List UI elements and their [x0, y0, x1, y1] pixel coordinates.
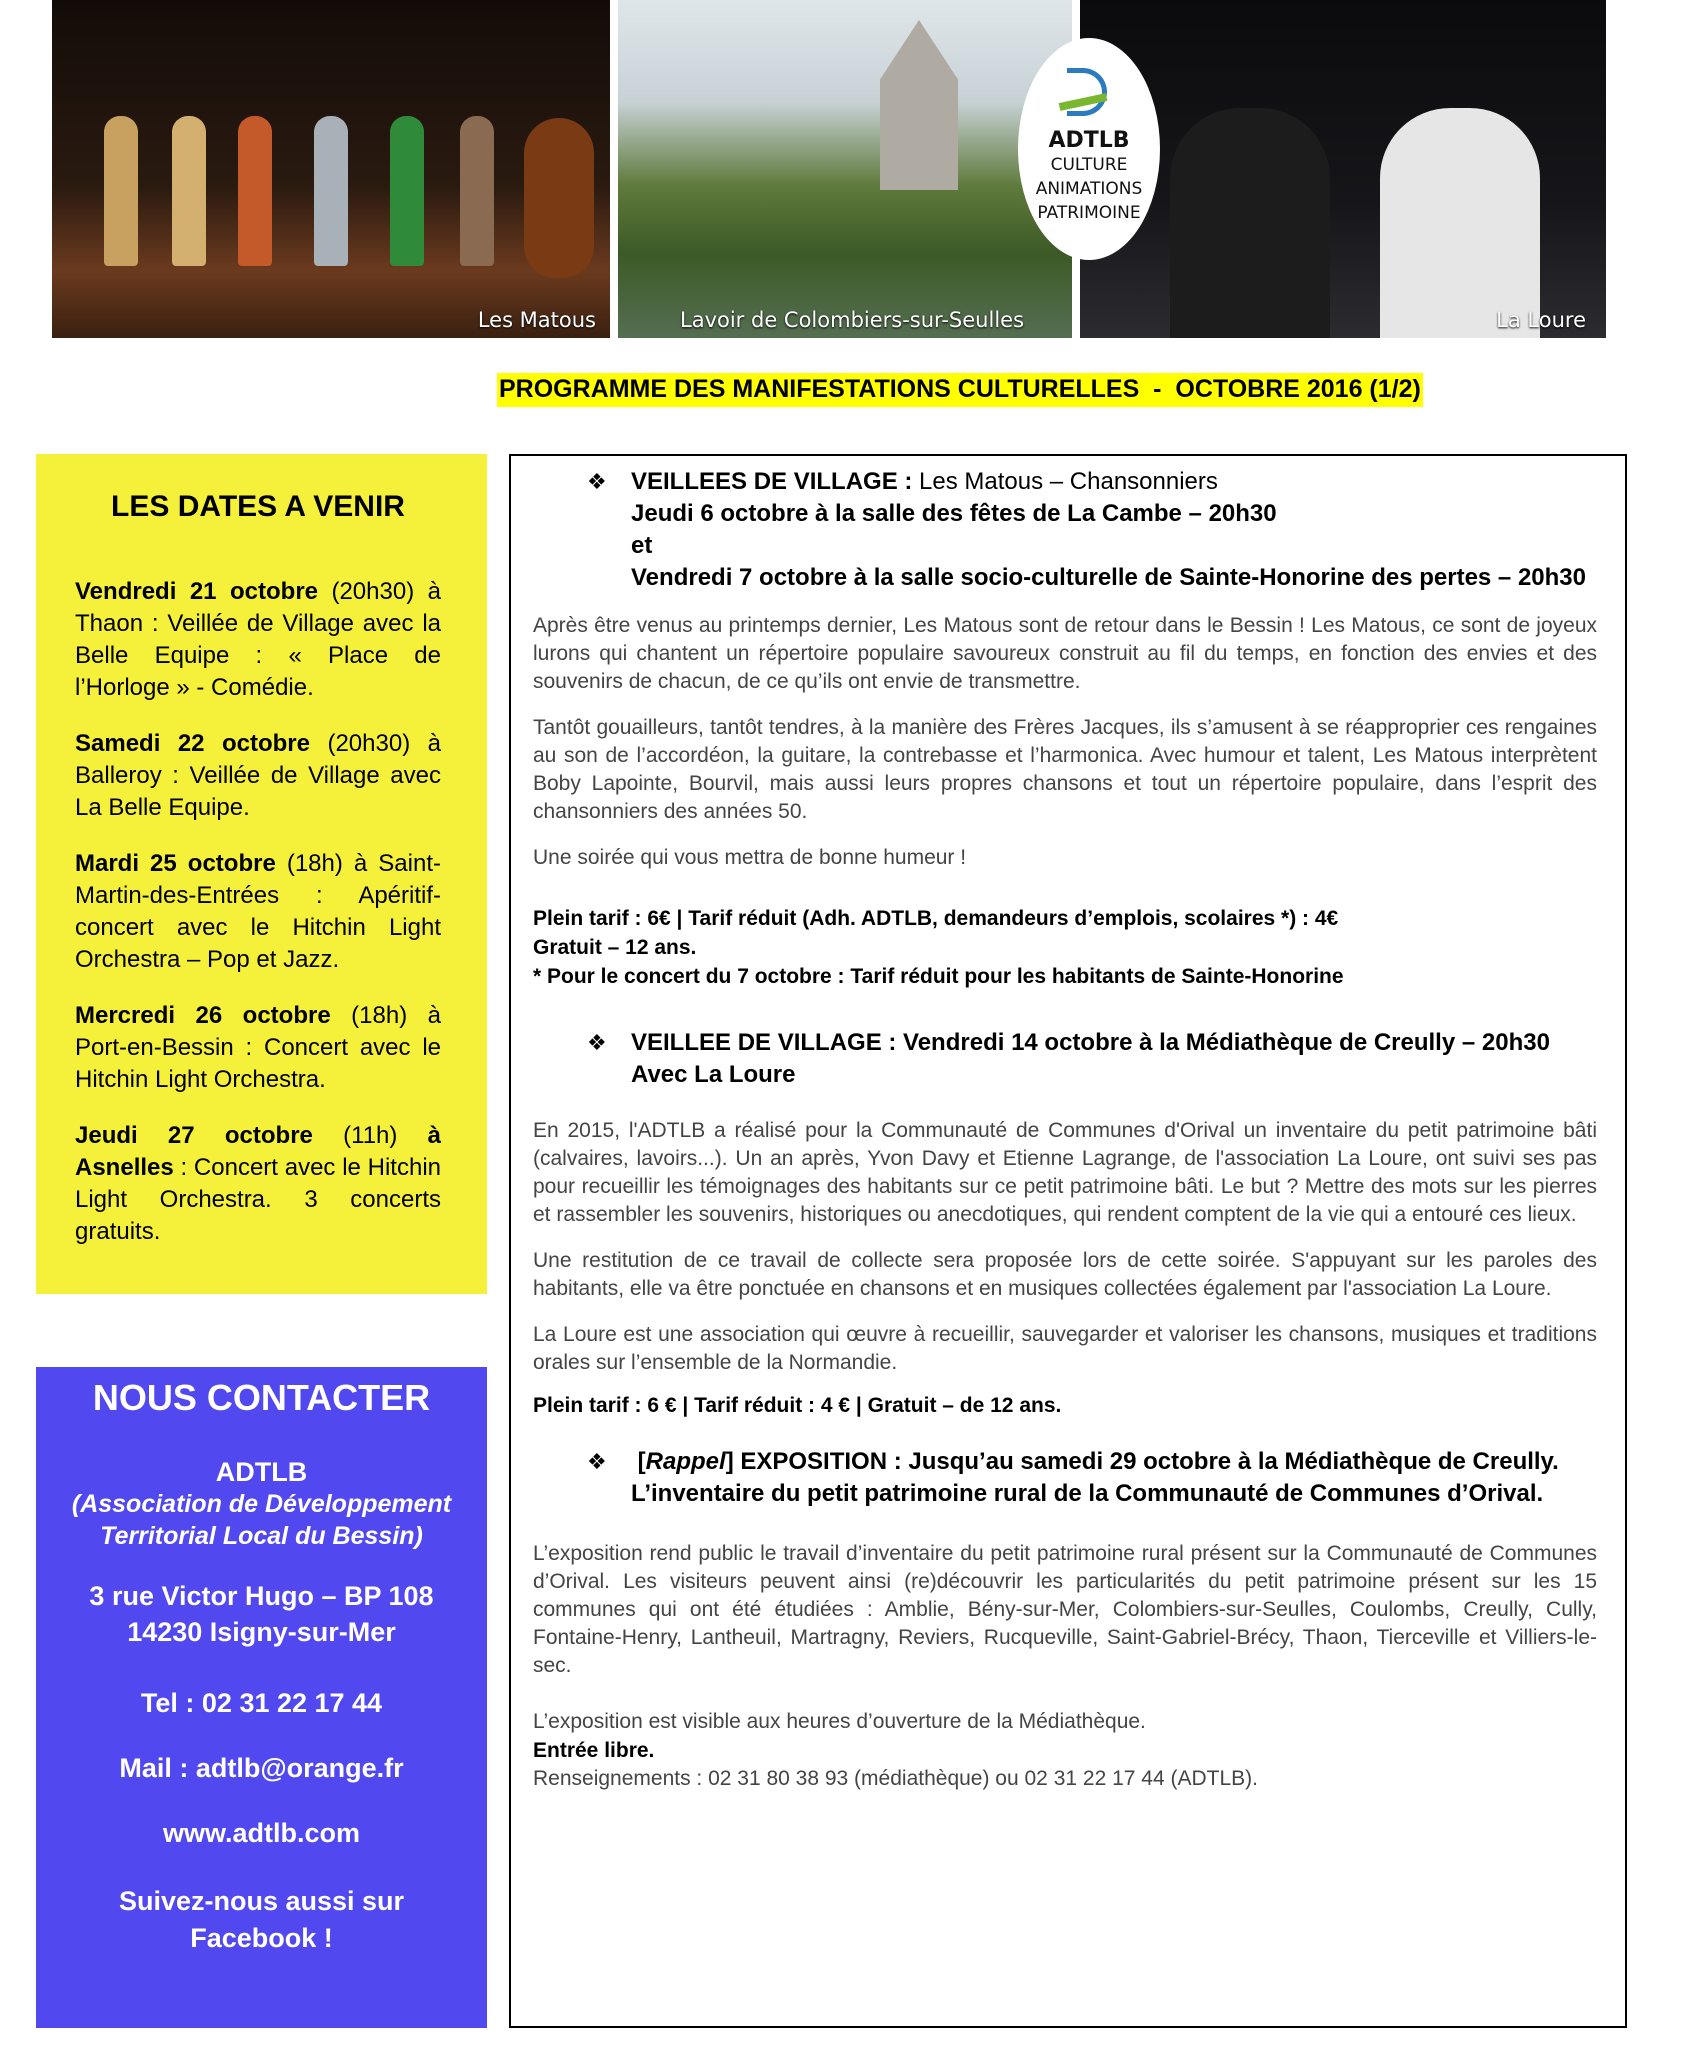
follow-line: Facebook !: [190, 1923, 333, 1953]
event-description: Après être venus au printemps dernier, Les Matous sont de retour dans le Bessin ! Les Matous, ce sont de joyeux lurons qui chantent un répertoire populaire savoureux construit au fil du temps, en fonction des envies et des souvenirs de chacun, de ce qu’ils ont envie de transmettre.: [533, 614, 1597, 693]
logo-b-icon: [1059, 68, 1119, 124]
date-text: (20h30) à Balleroy : Veillée de Village avec La Belle Equipe.: [75, 730, 441, 821]
logo-name: ADTLB: [1048, 128, 1130, 153]
event-date: Vendredi 7 octobre à la salle socio-culturelle de Sainte-Honorine des pertes – 20h30: [631, 564, 1586, 591]
singer-figure: [238, 116, 272, 266]
violinist-figure: [1170, 108, 1330, 338]
singer-figure: [390, 116, 424, 266]
date-item: [75, 728, 441, 824]
event-description: Une soirée qui vous mettra de bonne humeur !: [533, 846, 967, 869]
events-panel: [509, 454, 1627, 2028]
singer-figure: [460, 116, 494, 266]
date-day: Jeudi 27 octobre: [75, 1122, 313, 1149]
event-title: EXPOSITION : Jusqu’au samedi 29 octobre à la Médiathèque de Creully.: [733, 1448, 1559, 1475]
date-text: (18h) à Port-en-Bessin : Concert avec le Hitchin Light Orchestra.: [75, 1002, 441, 1093]
photo-lavoir: [618, 0, 1072, 338]
contact-email[interactable]: Mail : adtlb@orange.fr: [119, 1753, 404, 1783]
contact-org-full: (Association de Développement Territorial Local du Bessin): [71, 1490, 452, 1550]
double-bass: [524, 118, 594, 278]
contact-org: ADTLB: [215, 1457, 308, 1487]
address-line: 3 rue Victor Hugo – BP 108: [89, 1581, 434, 1611]
event-entry: Entrée libre.: [533, 1739, 655, 1762]
event-description: La Loure est une association qui œuvre à recueillir, sauvegarder et valoriser les chansons, musiques et traditions orales sur l’ensemble de la Normandie.: [533, 1323, 1597, 1374]
logo-line: PATRIMOINE: [1037, 203, 1141, 223]
adtlb-logo: [1018, 38, 1160, 260]
upcoming-dates-panel: [36, 454, 487, 1294]
event-date: Jeudi 6 octobre à la salle des fêtes de La Cambe – 20h30: [631, 500, 1277, 527]
contact-address: [52, 1578, 471, 1650]
logo-line: CULTURE: [1050, 155, 1128, 175]
dates-heading: LES DATES A VENIR: [111, 490, 405, 523]
contact-panel: [36, 1367, 487, 2028]
event-info: Renseignements : 02 31 80 38 93 (médiathèque) ou 02 31 22 17 44 (ADTLB).: [533, 1767, 1258, 1790]
date-item: [75, 576, 441, 704]
singer-figure: [104, 116, 138, 266]
event-subtitle: L’inventaire du petit patrimoine rural de la Communauté de Communes d’Orival.: [631, 1480, 1544, 1507]
date-place: à Asnelles: [75, 1122, 441, 1181]
event-heading-matous: [533, 466, 1597, 594]
event-description: L’exposition rend public le travail d’inventaire du petit patrimoine rural présent sur la Communauté de Communes d’Orival. Les visiteurs peuvent ainsi (re)découvrir les particularités du petit patrimoine présent sur les 15 communes qui ont été étudiées : Amblie, Bény-sur-Mer, Colombiers-sur-Seulles, Coulombs, Creully, Cully, Fontaine-Henry, Lantheuil, Martragny, Reviers, Rucqueville, Saint-Gabriel-Brécy, Thaon, Tierceville et Villiers-le-sec.: [533, 1542, 1597, 1677]
event-type: VEILLEES DE VILLAGE :: [631, 468, 920, 495]
event-heading-loure: [533, 1027, 1597, 1091]
event-heading-exposition: ❖ [Rappel] EXPOSITION : Jusqu’au samedi 29 octobre à la Médiathèque de Creully. L’inventaire du petit patrimoine rural de la Communauté de Communes d’Orival.: [533, 1446, 1597, 1510]
church-tower: [880, 20, 958, 190]
event-artist: Avec La Loure: [631, 1061, 796, 1088]
date-text: (18h) à Saint-Martin-des-Entrées : Apéritif-concert avec le Hitchin Light Orchestra – Pop et Jazz.: [75, 850, 441, 973]
programme-title: PROGRAMME DES MANIFESTATIONS CULTURELLES - OCTOBRE 2016 (1/2): [497, 373, 1423, 407]
date-day: Mercredi 26 octobre: [75, 1002, 331, 1029]
photo-la-loure: [1080, 0, 1606, 338]
bullet-icon: ❖: [587, 1030, 607, 1055]
event-price: Gratuit – 12 ans.: [533, 936, 697, 959]
address-line: 14230 Isigny-sur-Mer: [127, 1617, 396, 1647]
event-title: VEILLEE DE VILLAGE : Vendredi 14 octobre à la Médiathèque de Creully – 20h30: [631, 1029, 1550, 1056]
follow-line: Suivez-nous aussi sur: [118, 1886, 405, 1916]
violinist-figure: [1380, 108, 1540, 338]
bullet-icon: ❖: [587, 469, 607, 494]
contact-heading: NOUS CONTACTER: [92, 1377, 431, 1418]
singer-figure: [314, 116, 348, 266]
event-price: Plein tarif : 6€ | Tarif réduit (Adh. ADTLB, demandeurs d’emplois, scolaires *) : 4€: [533, 907, 1339, 930]
event-description: L’exposition est visible aux heures d’ouverture de la Médiathèque.: [533, 1710, 1146, 1733]
contact-facebook: [52, 1883, 471, 1957]
date-day: Samedi 22 octobre: [75, 730, 310, 757]
photo-caption-matous: Les Matous: [477, 308, 596, 332]
event-artist: Les Matous – Chansonniers: [919, 468, 1218, 495]
event-description: Une restitution de ce travail de collecte sera proposée lors de cette soirée. S'appuyant sur les paroles des habitants, elle va être ponctuée en chansons et en musiques collectées également par l'association La Loure.: [533, 1249, 1597, 1300]
event-price: * Pour le concert du 7 octobre : Tarif réduit pour les habitants de Sainte-Honorine: [533, 965, 1344, 988]
photo-caption-loure: La Loure: [1496, 308, 1586, 332]
event-description: En 2015, l'ADTLB a réalisé pour la Communauté de Communes d'Orival un inventaire du petit patrimoine bâti (calvaires, lavoirs...). Un an après, Yvon Davy et Etienne Lagrange, de l'association La Loure, ont suivi ses pas pour recueillir les témoignages des habitants sur ce petit patrimoine bâti. Le but ? Mettre des mots sur les pierres et rassembler les souvenirs, historiques ou anecdotiques, qui rendent comptent de la vie qui a entouré ces lieux.: [533, 1119, 1597, 1226]
date-text: : Concert avec le Hitchin Light Orchestra. 3 concerts gratuits.: [75, 1154, 441, 1245]
date-text: (20h30) à Thaon : Veillée de Village avec la Belle Equipe : « Place de l’Horloge » - Comédie.: [75, 578, 441, 701]
bullet-icon: ❖: [587, 1449, 607, 1474]
photo-caption-lavoir: Lavoir de Colombiers-sur-Seulles: [680, 308, 1025, 332]
date-text: (11h): [312, 1122, 428, 1149]
event-price: Plein tarif : 6 € | Tarif réduit : 4 € | Gratuit – de 12 ans.: [533, 1394, 1062, 1417]
photo-banner: [52, 0, 1614, 338]
photo-les-matous: [52, 0, 610, 338]
date-item: [75, 1000, 441, 1096]
reminder-tag: Rappel: [645, 1448, 726, 1475]
contact-website-link[interactable]: www.adtlb.com: [162, 1818, 360, 1848]
event-description: Tantôt gouailleurs, tantôt tendres, à la manière des Frères Jacques, ils s’amusent à se réapproprier ces rengaines au son de l’accordéon, la guitare, la contrebasse et l’harmonica. Avec humour et talent, Les Matous interprètent Boby Lapointe, Bourvil, mais aussi leurs propres chansons et tout un répertoire populaire, dans l’esprit des chansonniers des années 50.: [533, 716, 1597, 823]
contact-phone[interactable]: Tel : 02 31 22 17 44: [140, 1688, 383, 1718]
date-item: [75, 848, 441, 976]
date-day: Vendredi 21 octobre: [75, 578, 318, 605]
event-date: et: [631, 532, 653, 559]
date-item: [75, 1120, 441, 1248]
logo-line: ANIMATIONS: [1035, 179, 1143, 199]
date-day: Mardi 25 octobre: [75, 850, 276, 877]
singer-figure: [172, 116, 206, 266]
